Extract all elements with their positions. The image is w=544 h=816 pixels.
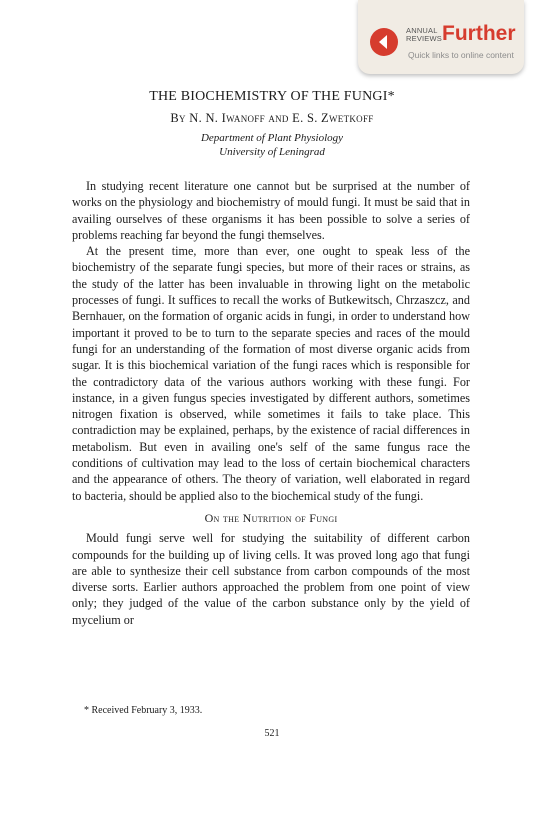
badge-title: Further <box>442 22 516 45</box>
article-authors: By N. N. Iwanoff and E. S. Zwetkoff <box>170 111 374 125</box>
annual-reviews-logo <box>406 27 442 43</box>
paragraph-nutrition: Mould fungi serve well for studying the suitability of different carbon compounds for the building up of living cells. It was proved long ago that fungi are able to synthesize their cell substance from carbon compounds of the most diverse sorts. Earlier authors approached the problem from one point of view only; they judged of the value of the carbon substance only by the yield of mycelium or <box>72 531 470 627</box>
page-number: 521 <box>264 728 280 739</box>
article-body <box>72 178 470 628</box>
section-heading: On the Nutrition of Fungi <box>204 510 338 525</box>
author-affiliation <box>0 131 544 159</box>
paragraph-intro: In studying recent literature one cannot but be surprised at the number of works on the physiology and biochemistry of mould fungi. It must be said that in availing ourselves of these organisms it has been possible to solve a series of problems reaching far beyond the fungi themselves. <box>72 179 470 242</box>
article-title: THE BIOCHEMISTRY OF THE FUNGI* <box>149 89 395 104</box>
further-badge[interactable] <box>358 0 524 74</box>
badge-org-line1: ANNUAL <box>406 26 438 35</box>
department: Department of Plant Physiology <box>200 132 344 144</box>
play-arrow-icon <box>370 28 398 56</box>
paragraph-variation: At the present time, more than ever, one ought to speak less of the biochemistry of the separate fungi species, but more of their races or strains, as the study of the latter has been invaluable in throwing light on the metabolic processes of fungi. It suffices to recall the works of Butkewitsch, Chrzaszcz, and Bernhauer, on the formation of organic acids in fungi, in order to understand how important it proved to be to turn to the separate species and races of the mould fungi for an understanding of the formation of most diverse organic acids from sugar. It is this biochemical variation of the fungi races which is responsible for the contradictory data of the various authors working with these fungi. For instance, in a given fungus species investigated by different authors, sometimes nitrogen fixation is observed, while sometimes it fails to take place. This contradiction may be explained, perhaps, by the existence of racial differences in metabolism. But even in availing one's self of the same fungus race the conditions of cultivation may lead to the loss of certain biochemical characters and the appearance of others. The theory of variation, well elaborated in regard to bacteria, should be applied also to the biochemical study of the fungi. <box>72 244 470 503</box>
badge-subtitle[interactable]: Quick links to online content <box>408 50 514 60</box>
footnote: * Received February 3, 1933. <box>84 705 203 716</box>
university: University of Leningrad <box>219 146 325 158</box>
badge-org-line2: REVIEWS <box>406 34 442 43</box>
